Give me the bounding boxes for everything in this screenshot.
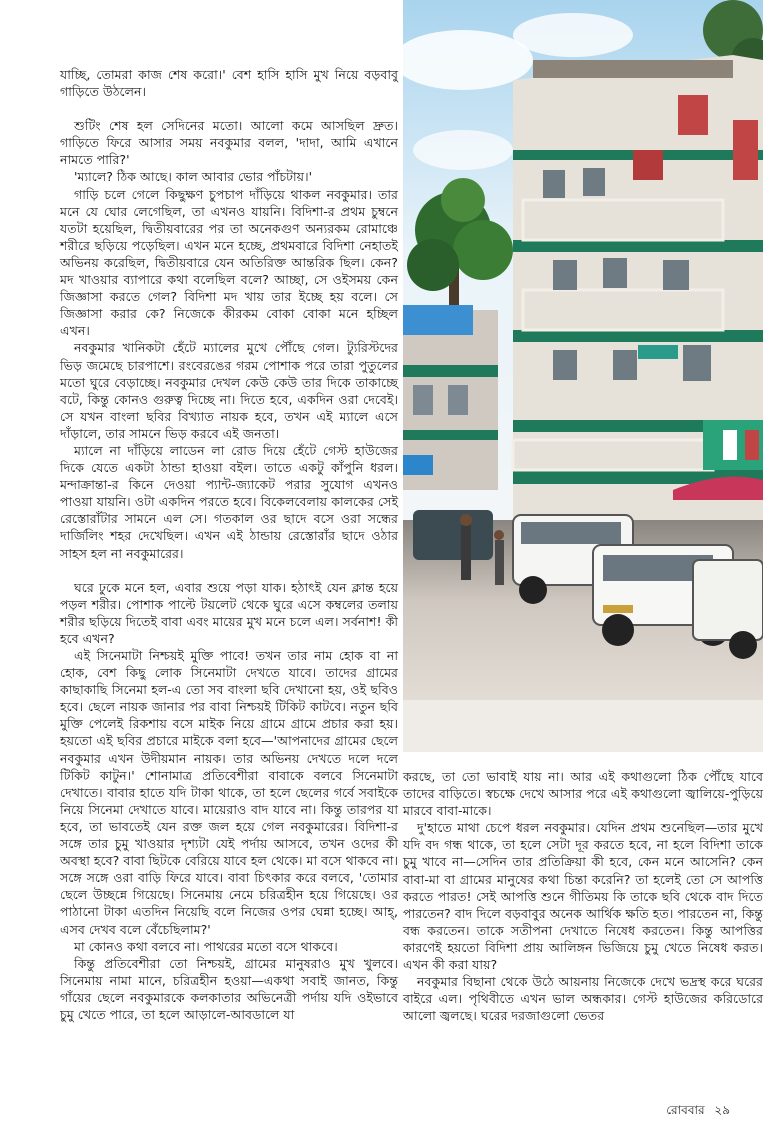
paragraph: শুটিং শেষ হল সেদিনের মতো। আলো কমে আসছিল দ্রুত। গাড়িতে ফিরে আসার সময় নবকুমার বলল, 'দাদা, আমি এখানে নামতে পারি?' — [60, 118, 398, 168]
left-text-column — [60, 66, 398, 1023]
paragraph: ম্যালে না দাঁড়িয়ে লাডেন লা রোড দিয়ে হেঁটে গেস্ট হাউজের দিকে যেতে একটা ঠান্ডা হাওয়া বইল। তাতে একটু কাঁপুনি ধরল। মন্দাক্রান্তা-র কিনে দেওয়া প্যান্ট-জ্যাকেট পরার সুযোগ এখনও পাওয়া যায়নি। ওটা একদিন পরতে হবে। বিকেলবেলায় কালকের সেই রেস্তোরাঁটার সামনে এল সে। গতকাল ওর ছাদে বসে ওরা সন্ধের দার্জিলিং শহর দেখেছিল। এখন এই ঠান্ডায় রেস্তোরাঁর ছাদে ওঠার সাহস হল না নবকুমারের। — [60, 442, 398, 561]
magazine-name: রোববার — [666, 1103, 705, 1117]
street-illustration — [403, 0, 763, 752]
darjeeling-street-scene — [403, 0, 763, 752]
paragraph: যাচ্ছি, তোমরা কাজ শেষ করো।' বেশ হাসি হাসি মুখ নিয়ে বড়বাবু গাড়িতে উঠলেন। — [60, 67, 398, 100]
paragraph: 'ম্যালে? ঠিক আছে। কাল আবার ভোর পাঁচটায়।' — [74, 169, 313, 185]
page-footer — [660, 1102, 730, 1122]
right-text-column — [403, 768, 763, 1024]
paragraph: করছে, তা তো ভাবাই যায় না। আর এই কথাগুলো ঠিক পৌঁছে যাবে তাদের বাড়িতে। স্বচক্ষে দেখে আসার পরে এই কথাগুলো জ্বালিয়ে-পুড়িয়ে মারবে বাবা-মাকে। — [403, 769, 763, 819]
paragraph: কিন্তু প্রতিবেশীরা তো নিশ্চয়ই, গ্রামের মানুষরাও মুখ খুলবে। সিনেমায় নামা মানে, চরিত্রহীন হওয়া—একথা সবাই জানত, কিন্তু গাঁয়ের ছেলে নবকুমারকে কলকাতার অভিনেত্রী পর্দায় যদি ওইভাবে চুমু খেতে পারে, তা হলে আড়ালে-আবডালে যা — [60, 955, 398, 1022]
paragraph: মা কোনও কথা বলবে না। পাথরের মতো বসে থাকবে। — [74, 938, 338, 954]
paragraph: নবকুমার খানিকটা হেঁটে ম্যালের মুখে পৌঁছে গেল। ট্যুরিস্টদের ভিড় জমেছে চারপাশে। রংবেরঙের গরম পোশাক পরে তারা পুতুলের মতো ঘুরে বেড়াচ্ছে। নবকুমার দেখল কেউ কেউ তার দিকে তাকাচ্ছে বটে, কিন্তু কোনও গুরুত্ব দিচ্ছে না। দিতে হবে, একদিন ওরা দেবেই। সে যখন বাংলা ছবির বিখ্যাত নায়ক হবে, তখন এই ম্যালে এসে দাঁড়ালে, তার সামনে ভিড় করবে এই জনতা। — [60, 340, 398, 441]
paragraph: দু'হাতে মাথা চেপে ধরল নবকুমার। যেদিন প্রথম শুনেছিল—তার মুখে যদি বদ গন্ধ থাকে, তা হলে সেটা দূর করতে হবে, না হলে বিদিশা তাকে চুমু খাবে না—সেদিন তার প্রতিক্রিয়া কী হবে, কেন মনে আসেনি? কেন বাবা-মা বা গ্রামের মানুষের কথা চিন্তা করেনি? তা হলেই তো সে আপত্তি করতে পারত! সেই আপত্তি শুনে গীতিময় কি তাকে ছবি থেকে বাদ দিতে পারতেন? বাদ দিলে বড়বাবুর অনেক আর্থিক ক্ষতি হত। পারতেন না, কিন্তু বন্ধ করতেন। তাকে সতীপনা দেখাতে নিষেধ করতেন। কিন্তু আপত্তির কারণেই হয়তো বিদিশা প্রায় আলিঙ্গন ভিজিয়ে চুমু খেতে নিষেধ করত। এখন কী করা যায়? — [403, 820, 763, 973]
page-number: ২৯ — [714, 1103, 730, 1117]
paragraph: গাড়ি চলে গেলে কিছুক্ষণ চুপচাপ দাঁড়িয়ে থাকল নবকুমার। তার মনে যে ঘোর লেগেছিল, তা এখনও যায়নি। বিদিশা-র প্রথম চুম্বনে যতটা হয়েছিল, দ্বিতীয়বারের পর তা অনেকগুণ অন্যরকম রোমাঞ্চে শরীরে ছড়িয়ে পড়েছিল। এখন মনে হচ্ছে, প্রথমবারে বিদিশা নেহাতই অভিনয় করেছিল, দ্বিতীয়বারে যেন অতিরিক্ত আন্তরিক ছিল। কেন? মদ খাওয়ার ব্যাপারে কথা বলেছিল বলে? আচ্ছা, সে ওইসময় কেন জিজ্ঞাসা করতে গেল? বিদিশা মদ খায় তার ইচ্ছে হয় বলে। সে জিজ্ঞাসা করার কে? নিজেকে কীরকম বোকা বোকা মনে হচ্ছিল এখন। — [60, 186, 398, 339]
paragraph: ঘরে ঢুকে মনে হল, এবার শুয়ে পড়া যাক। হঠাৎই যেন ক্লান্ত হয়ে পড়ল শরীর। পোশাক পাল্টে টয়লেট থেকে ঘুরে এসে কম্বলের তলায় শরীর ছড়িয়ে দিতেই বাবা এবং মায়ের মুখ মনে চলে এল। সর্বনাশ! কী হবে এখন? — [60, 579, 398, 646]
paragraph: নবকুমার বিছানা থেকে উঠে আয়নায় নিজেকে দেখে ভদ্রস্থ করে ঘরের বাইরে এল। পৃথিবীতে এখন ভাল অন্ধকার। গেস্ট হাউজের করিডোরে আলো জ্বলছে। ঘরের দরজাগুলো ভেতর — [403, 974, 763, 1024]
paragraph: এই সিনেমাটা নিশ্চয়ই মুক্তি পাবে! তখন তার নাম হোক বা না হোক, বেশ কিছু লোক সিনেমাটা দেখতে যাবে। তাদের গ্রামের কাছাকাছি সিনেমা হল-এ তো সব বাংলা ছবি দেখানো হয়, ওই ছবিও হবে। ছেলে নায়ক জানার পর বাবা নিশ্চয়ই টিকিট কাটবে। নতুন ছবি মুক্তি পেলেই রিকশায় বসে মাইক নিয়ে গ্রামে গ্রামে প্রচার করা হয়। হয়তো এই ছবির প্রচারে মাইকে বলা হবে—'আপনাদের গ্রামের ছেলে নবকুমার এখন উদীয়মান নায়ক। তার অভিনয় দেখতে দলে দলে টিকিট কাটুন।' শোনামাত্র প্রতিবেশীরা বাবাকে বলবে সিনেমাটা দেখাতে। বাবার হাতে যদি টাকা থাকে, তা হলে ছেলের গর্বে সবাইকে নিয়ে সিনেমা দেখাতে যাবে। মায়েরাও বাদ যাবে না। কিন্তু তারপর যা হবে, তা ভাবতেই যেন রক্ত জল হয়ে গেল নবকুমারের। বিদিশা-র সঙ্গে তার চুমু খাওয়ার দৃশ্যটা যেই পর্দায় আসবে, তখন ওদের কী অবস্থা হবে? বাবা ছিটকে বেরিয়ে যাবে হল থেকে। মা বসে থাকবে না। সঙ্গে সঙ্গে ওরা বাড়ি ফিরে যাবে। বাবা চিৎকার করে বলবে, 'তোমার ছেলে উচ্ছন্নে গিয়েছে। সিনেমায় নেমে চরিত্রহীন হয়ে গিয়েছে। ওর পাঠানো টাকা এতদিন নিয়েছি বলে নিজের ওপর ঘেন্না হচ্ছে। আহ্, এসব দেখব বলে বেঁচেছিলাম?' — [60, 648, 398, 937]
